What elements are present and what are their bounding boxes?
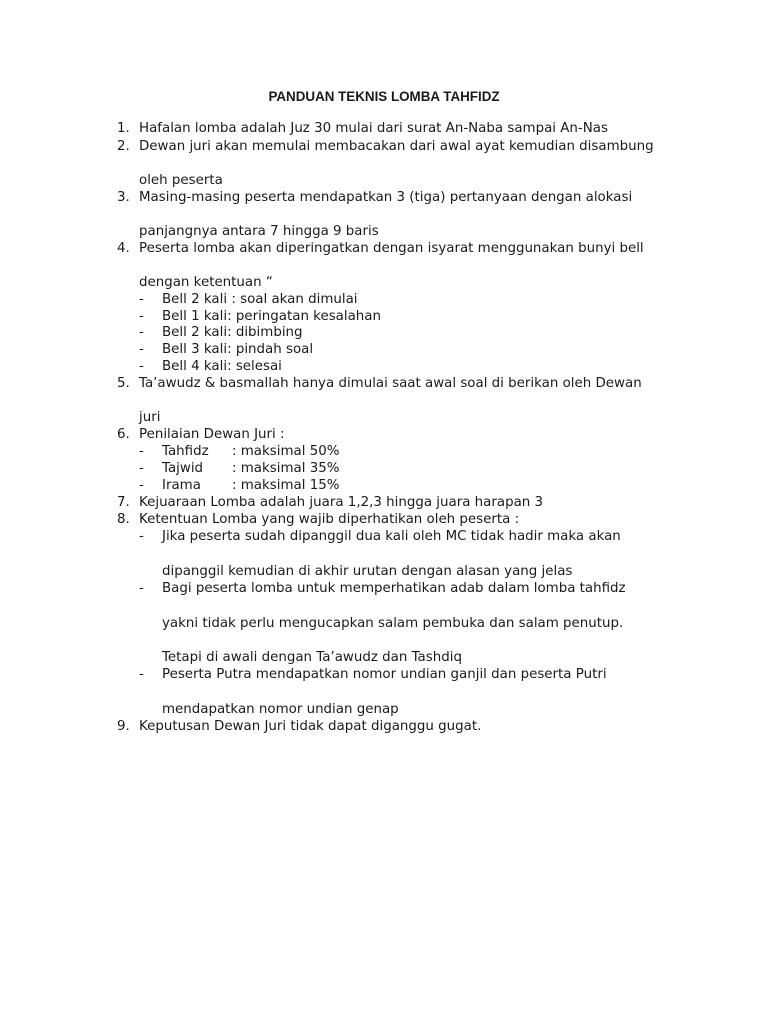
item-text-cont: oleh peserta: [139, 173, 223, 188]
item-text: Ketentuan Lomba yang wajib diperhatikan oleh peserta :: [139, 512, 520, 527]
item-text: Keputusan Dewan Juri tidak dapat diganggu gugat.: [139, 719, 482, 734]
dash-marker: -: [139, 667, 144, 682]
item-text-cont: juri: [139, 410, 161, 425]
bell-rule-text: Bell 4 kali: selesai: [162, 359, 282, 374]
dash-marker: -: [139, 342, 144, 357]
item-text: Peserta lomba akan diperingatkan dengan isyarat menggunakan bunyi bell: [139, 241, 644, 256]
score-value: : maksimal 35%: [232, 461, 340, 476]
dash-marker: -: [139, 309, 144, 324]
document-title: PANDUAN TEKNIS LOMBA TAHFIDZ: [268, 89, 500, 104]
bell-rule-text: Bell 3 kali: pindah soal: [162, 342, 314, 357]
dash-marker: -: [139, 444, 144, 459]
item-text: Masing-masing peserta mendapatkan 3 (tiga) pertanyaan dengan alokasi: [139, 190, 633, 205]
score-label: Tahfidz: [162, 444, 209, 459]
item-number: 6.: [117, 427, 130, 442]
dash-marker: -: [139, 529, 144, 544]
item-number: 4.: [117, 241, 130, 256]
item-number: 5.: [117, 376, 130, 391]
rule-text: Jika peserta sudah dipanggil dua kali oleh MC tidak hadir maka akan: [162, 529, 621, 544]
item-number: 9.: [117, 719, 130, 734]
bell-rule-text: Bell 1 kali: peringatan kesalahan: [162, 309, 381, 324]
score-value: : maksimal 50%: [232, 444, 340, 459]
score-value: : maksimal 15%: [232, 478, 340, 493]
dash-marker: -: [139, 292, 144, 307]
score-label: Irama: [162, 478, 201, 493]
item-text: Dewan juri akan memulai membacakan dari awal ayat kemudian disambung: [139, 139, 654, 154]
dash-marker: -: [139, 581, 144, 596]
rule-text-cont: mendapatkan nomor undian genap: [162, 702, 399, 717]
dash-marker: -: [139, 461, 144, 476]
rule-text-cont: dipanggil kemudian di akhir urutan dengan alasan yang jelas: [162, 564, 573, 579]
rule-text-cont: Tetapi di awali dengan Ta’awudz dan Tashdiq: [162, 650, 462, 665]
item-text: Hafalan lomba adalah Juz 30 mulai dari surat An-Naba sampai An-Nas: [139, 121, 608, 136]
bell-rule-text: Bell 2 kali : soal akan dimulai: [162, 292, 358, 307]
item-text-cont: dengan ketentuan “: [139, 275, 273, 290]
dash-marker: -: [139, 325, 144, 340]
dash-marker: -: [139, 478, 144, 493]
bell-rule-text: Bell 2 kali: dibimbing: [162, 325, 303, 340]
item-text: Ta’awudz & basmallah hanya dimulai saat awal soal di berikan oleh Dewan: [139, 376, 642, 391]
item-text-cont: panjangnya antara 7 hingga 9 baris: [139, 224, 379, 239]
rule-text: Bagi peserta lomba untuk memperhatikan adab dalam lomba tahfidz: [162, 581, 626, 596]
item-number: 2.: [117, 139, 130, 154]
item-number: 3.: [117, 190, 130, 205]
item-number: 7.: [117, 495, 130, 510]
score-label: Tajwid: [162, 461, 204, 476]
item-number: 8.: [117, 512, 130, 527]
dash-marker: -: [139, 359, 144, 374]
item-number: 1.: [117, 121, 130, 136]
item-text: Penilaian Dewan Juri :: [139, 427, 285, 442]
rule-text-cont: yakni tidak perlu mengucapkan salam pembuka dan salam penutup.: [162, 616, 624, 631]
rule-text: Peserta Putra mendapatkan nomor undian ganjil dan peserta Putri: [162, 667, 607, 682]
item-text: Kejuaraan Lomba adalah juara 1,2,3 hingga juara harapan 3: [139, 495, 544, 510]
